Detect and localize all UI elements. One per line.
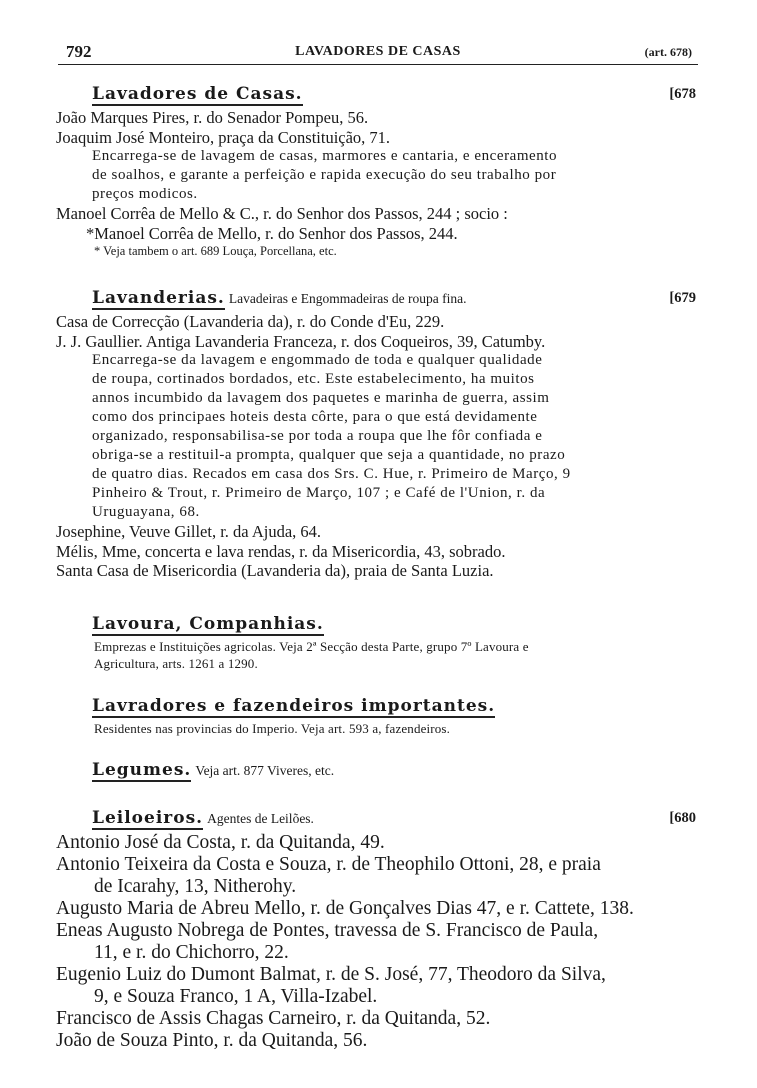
list-item: Eneas Augusto Nobrega de Pontes, travessa de S. Francisco de Paula, xyxy=(56,920,599,941)
section-leiloeiros xyxy=(56,808,696,1052)
section-lavadores-de-casas xyxy=(56,84,696,260)
section-legumes xyxy=(56,760,696,784)
section-subtitle: Agentes de Leilões. xyxy=(207,811,314,826)
list-item: Casa de Correcção (Lavanderia da), r. do Conde d'Eu, 229. xyxy=(56,312,445,331)
list-item-continuation: de Icarahy, 13, Nitherohy. xyxy=(94,876,297,897)
list-item-continuation: 11, e r. do Chichorro, 22. xyxy=(94,942,289,963)
section-number: [680 xyxy=(669,810,696,826)
entry-description: Uruguayana, 68. xyxy=(92,504,200,520)
page-header xyxy=(58,38,698,65)
section-subtitle: Lavadeiras e Engommadeiras de roupa fina. xyxy=(228,291,467,306)
list-item: Francisco de Assis Chagas Carneiro, r. da Quitanda, 52. xyxy=(56,1008,491,1029)
entry-description: Encarrega-se da lavagem e engommado de toda e qualquer qualidade xyxy=(92,352,543,368)
section-heading xyxy=(56,288,696,312)
entry-description: de quatro dias. Recados em casa dos Srs. C. Hue, r. Primeiro de Março, 9 xyxy=(92,466,571,482)
section-heading xyxy=(56,696,696,720)
entry-description: Encarrega-se de lavagem de casas, marmores e cantaria, e enceramento xyxy=(92,148,558,164)
section-title: Lavadores de Casas. xyxy=(92,84,303,104)
page-number: 792 xyxy=(66,42,92,61)
list-item: Antonio Teixeira da Costa e Souza, r. de Theophilo Ottoni, 28, e praia xyxy=(56,854,601,875)
entry-description: preços modicos. xyxy=(92,186,198,202)
list-item: Santa Casa de Misericordia (Lavanderia da), praia de Santa Luzia. xyxy=(56,561,494,580)
entry-description: organizado, responsabilisa-se por toda a roupa que lhe fôr confiada e xyxy=(92,428,543,444)
section-heading xyxy=(56,760,696,784)
running-title: LAVADORES DE CASAS xyxy=(295,44,461,59)
section-title: Legumes. xyxy=(92,760,192,780)
cross-reference-note: Emprezas e Instituições agricolas. Veja 2ª Secção desta Parte, grupo 7º Lavoura e xyxy=(94,639,529,654)
list-item: João Marques Pires, r. do Senador Pompeu, 56. xyxy=(56,108,369,127)
section-heading xyxy=(56,84,696,108)
list-item: Augusto Maria de Abreu Mello, r. de Gonçalves Dias 47, e r. Cattete, 138. xyxy=(56,898,634,919)
list-item: Joaquim José Monteiro, praça da Constituição, 71. xyxy=(56,127,391,147)
section-title: Lavoura, Companhias. xyxy=(92,614,324,634)
cross-reference-note: Residentes nas provincias do Imperio. Veja art. 593 a, fazendeiros. xyxy=(94,721,451,736)
list-item-continuation: 9, e Souza Franco, 1 A, Villa-Izabel. xyxy=(94,986,378,1007)
section-subtitle: Veja art. 877 Viveres, etc. xyxy=(195,763,335,778)
cross-reference-note: Agricultura, arts. 1261 a 1290. xyxy=(94,656,258,671)
list-item: Eugenio Luiz do Dumont Balmat, r. de S. José, 77, Theodoro da Silva, xyxy=(56,964,606,985)
section-number: [678 xyxy=(669,86,696,102)
entry-description: annos incumbido da lavagem dos paquetes e marinha de guerra, assim xyxy=(92,390,550,406)
section-title: Leiloeiros. xyxy=(92,808,204,828)
list-item: J. J. Gaullier. Antiga Lavanderia Franceza, r. dos Coqueiros, 39, Catumby. xyxy=(56,331,546,351)
section-title: Lavanderias. xyxy=(92,288,225,308)
article-reference: (art. 678) xyxy=(644,45,692,59)
entry-description: como dos principaes hoteis desta côrte, para o que está devidamente xyxy=(92,409,538,425)
cross-reference-note: * Veja tambem o art. 689 Louça, Porcellana, etc. xyxy=(94,244,337,258)
section-lavradores-fazendeiros xyxy=(56,696,696,737)
list-item: João de Souza Pinto, r. da Quitanda, 56. xyxy=(56,1030,368,1051)
section-lavanderias xyxy=(56,288,696,581)
list-item: *Manoel Corrêa de Mello, r. do Senhor dos Passos, 244. xyxy=(86,223,458,243)
entry-description: de soalhos, e garante a perfeição e rapida execução do seu trabalho por xyxy=(92,167,557,183)
entry-description: Pinheiro & Trout, r. Primeiro de Março, 107 ; e Café de l'Union, r. da xyxy=(92,485,546,501)
section-title: Lavradores e fazendeiros importantes. xyxy=(92,696,496,716)
entry-description: de roupa, cortinados bordados, etc. Este estabelecimento, ha muitos xyxy=(92,371,535,387)
list-item: Manoel Corrêa de Mello & C., r. do Senhor dos Passos, 244 ; socio : xyxy=(56,204,508,223)
entry-description: obriga-se a restituil-a prompta, qualquer que seja a quantidade, no prazo xyxy=(92,447,566,463)
list-item: Mélis, Mme, concerta e lava rendas, r. da Misericordia, 43, sobrado. xyxy=(56,541,506,561)
list-item: Antonio José da Costa, r. da Quitanda, 49. xyxy=(56,832,385,853)
list-item: Josephine, Veuve Gillet, r. da Ajuda, 64. xyxy=(56,522,322,541)
section-heading xyxy=(56,808,696,832)
section-lavoura-companhias xyxy=(56,614,696,672)
section-number: [679 xyxy=(669,290,696,306)
section-heading xyxy=(56,614,696,638)
